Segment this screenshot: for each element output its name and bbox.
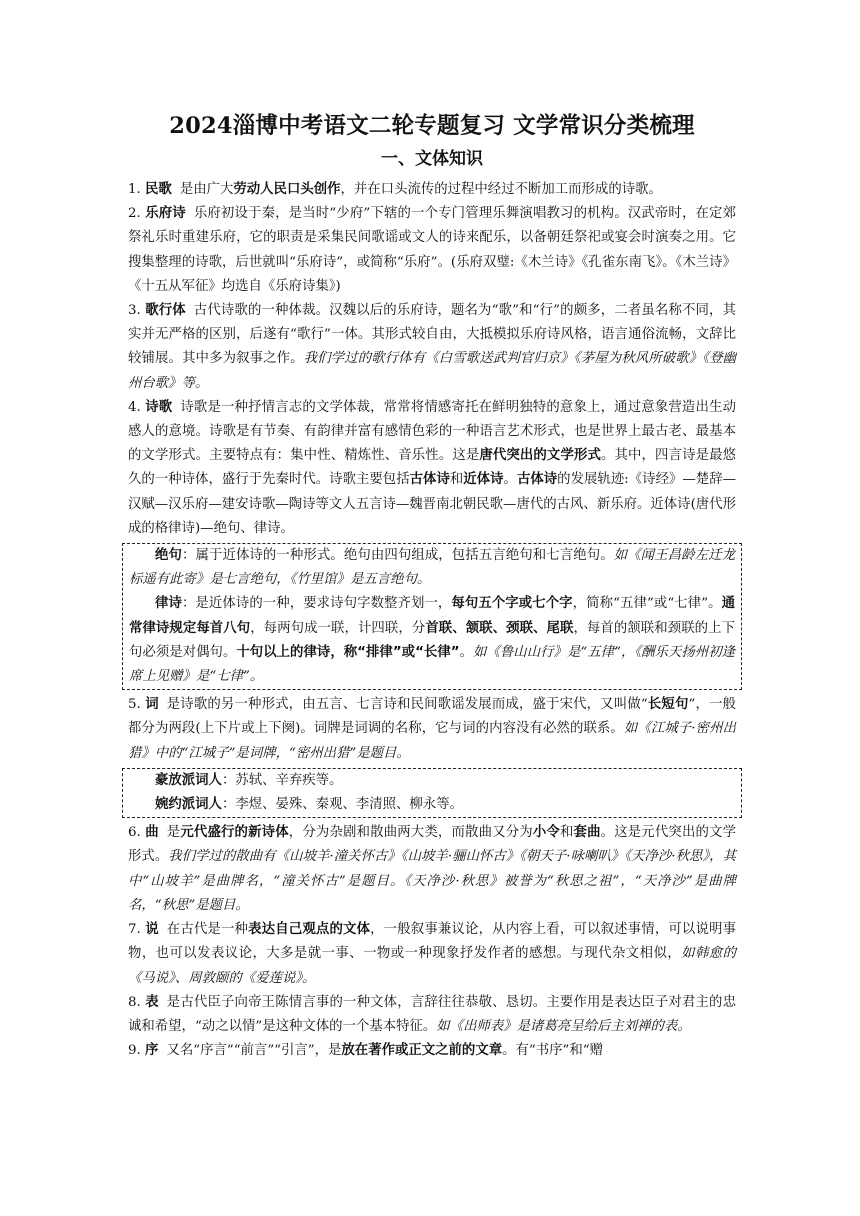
body-text: ：属于近体诗的一种形式。绝句由四句组成，包括五言绝句和七言绝句。: [181, 548, 614, 564]
body-text: ：是近体诗的一种，要求诗句字数整齐划一，: [181, 596, 452, 612]
item-ci: [128, 693, 736, 766]
item-number: 8.: [128, 994, 146, 1010]
body-text: 古代诗歌的一种体裁。汉魏以后的乐府诗，题名为“歌”和“行”的颇多，二者虽名称不同，其实并无严格的区别，后遂有“歌行”一体。其形式较自由，大抵模拟乐府诗风格，语言通俗流畅，文辞比较铺展。其中多为叙事之作。: [128, 303, 736, 367]
bold-text: 小令: [532, 825, 560, 841]
wanyue-paragraph: [129, 793, 735, 817]
body-text: 。: [459, 644, 474, 660]
item-number: 1.: [128, 182, 146, 197]
item-term: 词: [145, 697, 159, 713]
box-term: 婉约派词人: [155, 797, 222, 813]
ci-schools-box: [122, 768, 742, 818]
body-text: 。其中，四言诗是最悠久的一种诗体，盛行于先秦时代。诗歌主要包括: [128, 448, 736, 488]
bold-text: 劳动人民口头创作: [233, 182, 341, 197]
page-title: 2024淄博中考语文二轮专题复习 文学常识分类梳理: [169, 113, 695, 139]
document-content: [128, 108, 736, 1063]
body-text: 是诗歌的另一种形式，由五言、七言诗和民间歌谣发展而成，盛于宋代，又叫做“: [166, 697, 648, 713]
item-term: 说: [145, 922, 159, 938]
body-text: ：苏轼、辛弃疾等。: [221, 772, 343, 788]
item-min-ge: [128, 178, 736, 202]
bold-text: 长短句: [647, 697, 689, 713]
body-text: 是: [166, 825, 181, 841]
example-text: 如《闻王昌龄左迁龙标遥有此寄》是七言绝句，《竹里馆》是五言绝句。: [129, 548, 736, 588]
bold-text: 古体诗: [516, 472, 558, 488]
item-number: 9.: [128, 1043, 146, 1059]
body-text: 的发展轨迹:《诗经》—楚辞—汉赋—汉乐府—建安诗歌—陶诗等文人五言诗—魏晋南北朝民歌—唐代的古风、新乐府。近体诗(唐代形成的格律诗)—绝句、律诗。: [128, 472, 737, 536]
box-term: 律诗: [155, 596, 182, 612]
body-text: 诗歌是一种抒情言志的文学体裁，常常将情感寄托在鲜明独特的意象上，通过意象营造出生动感人的意境。诗歌是有节奏、有韵律并富有感情色彩的一种语言艺术形式，也是世界上最古老、最基本的文学形式。主要特点有：集中性、精炼性、音乐性。这是: [128, 399, 736, 464]
bold-text: 放在著作或正文之前的文章: [341, 1043, 503, 1059]
item-term: 曲: [145, 825, 159, 841]
item-shuo: [128, 918, 736, 991]
item-number: 6.: [128, 825, 146, 841]
bold-text: 套曲: [573, 825, 601, 841]
item-term: 表: [145, 994, 159, 1010]
body-text: 和: [449, 472, 464, 488]
poetry-forms-box: [122, 543, 742, 690]
jueju-paragraph: [129, 544, 735, 592]
bold-text: 首联、颔联、颈联、尾联: [425, 620, 574, 636]
body-text: ，每两句成一联，计四联，分: [250, 620, 426, 636]
item-biao: [128, 991, 736, 1039]
lvshi-paragraph: [129, 592, 735, 689]
body-text: ，每首的颔联和颈联的上下句必须是对偶句。: [129, 620, 736, 660]
item-yuefu-shi: [128, 202, 736, 299]
bold-text: 唐代突出的文学形式: [479, 448, 601, 464]
item-term: 民歌: [145, 182, 172, 197]
box-term: 豪放派词人: [155, 772, 222, 788]
section-heading: 一、文体知识: [381, 149, 483, 169]
example-text: 如《出师表》是诸葛亮呈给后主刘禅的表。: [436, 1018, 691, 1034]
item-gexing-ti: [128, 299, 736, 396]
body-text: 又名“序言”“前言”“引言”，是: [166, 1043, 342, 1059]
body-text: 是古代臣子向帝王陈情言事的一种文体，言辞往往恭敬、恳切。主要作用是表达臣子对君主的忠诚和希望，“动之以情”是这种文体的一个基本特征。: [128, 994, 736, 1034]
body-text: 。有“书序”和“赠: [502, 1043, 603, 1059]
item-term: 乐府诗: [145, 206, 186, 222]
body-text: ，简称“五律”或“七律”。: [572, 596, 722, 612]
bold-text: 元代盛行的新诗体: [180, 825, 289, 841]
bold-text: 表达自己观点的文体: [248, 922, 371, 938]
bold-text: 近体诗: [463, 472, 504, 488]
bold-text: 每句五个字或七个字: [451, 596, 573, 612]
body-text: 。: [503, 472, 517, 488]
item-number: 4.: [128, 399, 146, 415]
item-term: 诗歌: [145, 399, 173, 415]
example-text: 如《鲁山山行》是“五律”，《酬乐天扬州初逢席上见赠》是“七律”。: [129, 644, 736, 685]
body-text: 是由广大: [179, 182, 234, 197]
body-text: ，一般叙事兼议论，从内容上看，可以叙述事情，可以说明事物，也可以发表议论，大多是就一事、一物或一种现象抒发作者的感想。与现代杂文相似，: [128, 922, 736, 962]
body-text: 和: [559, 825, 574, 841]
body-text: 在古代是一种: [166, 922, 249, 938]
item-number: 7.: [128, 922, 146, 938]
item-number: 2.: [128, 206, 146, 222]
example-text: 如《江城子·密州出猎》中的“江城子”是词牌，“密州出猎”是题目。: [128, 721, 736, 761]
item-xu: [128, 1039, 736, 1063]
item-number: 3.: [128, 303, 146, 319]
item-term: 歌行体: [145, 303, 186, 319]
example-text: 如韩愈的《马说》、周敦颐的《爱莲说》。: [128, 946, 736, 986]
body-text: 。这是元代突出的文学形式。: [128, 825, 737, 865]
bold-text: 十句以上的律诗，称“排律”或“长律”: [236, 644, 460, 660]
item-term: 序: [145, 1043, 159, 1059]
bold-text: 通常律诗规定每首八句: [129, 596, 736, 636]
item-shi-ge: [128, 396, 736, 541]
example-text: 我们学过的散曲有《山坡羊·潼关怀古》《山坡羊·骊山怀古》《朝天子·咏喇叭》《天净沙·秋思》，其中“山坡羊”是曲牌名，“潼关怀古”是题目。《天净沙·秋思》被誉为“秋思之祖”，“天净沙”是曲牌名，“秋思”是题目。: [128, 849, 737, 913]
body-text: ，并在口头流传的过程中经过不断加工而形成的诗歌。: [340, 182, 662, 197]
example-text: 我们学过的歌行体有《白雪歌送武判官归京》《茅屋为秋风所破歌》《登幽州台歌》等。: [128, 351, 736, 391]
body-text: ：李煜、晏殊、秦观、李清照、柳永等。: [221, 797, 463, 813]
haofang-paragraph: [129, 769, 735, 793]
body-text: ”，一般都分为两段(上下片或上下阕)。词牌是词调的名称，它与词的内容没有必然的联系。: [128, 697, 736, 737]
body-text: ，分为杂剧和散曲两大类，而散曲又分为: [288, 825, 533, 841]
item-qu: [128, 821, 736, 918]
box-term: 绝句: [155, 548, 182, 564]
bold-text: 古体诗: [409, 472, 450, 488]
body-text: 乐府初设于秦，是当时“少府”下辖的一个专门管理乐舞演唱教习的机构。汉武帝时，在定郊祭礼乐时重建乐府，它的职责是采集民间歌谣或文人的诗来配乐，以备朝廷祭祀或宴会时演奏之用。它搜集整理的诗歌，后世就叫“乐府诗”，或简称“乐府”。(乐府双璧:《木兰诗》《孔雀东南飞》。《木兰诗》《十五从军征》均选自《乐府诗集》): [128, 206, 736, 294]
item-number: 5.: [128, 697, 146, 713]
